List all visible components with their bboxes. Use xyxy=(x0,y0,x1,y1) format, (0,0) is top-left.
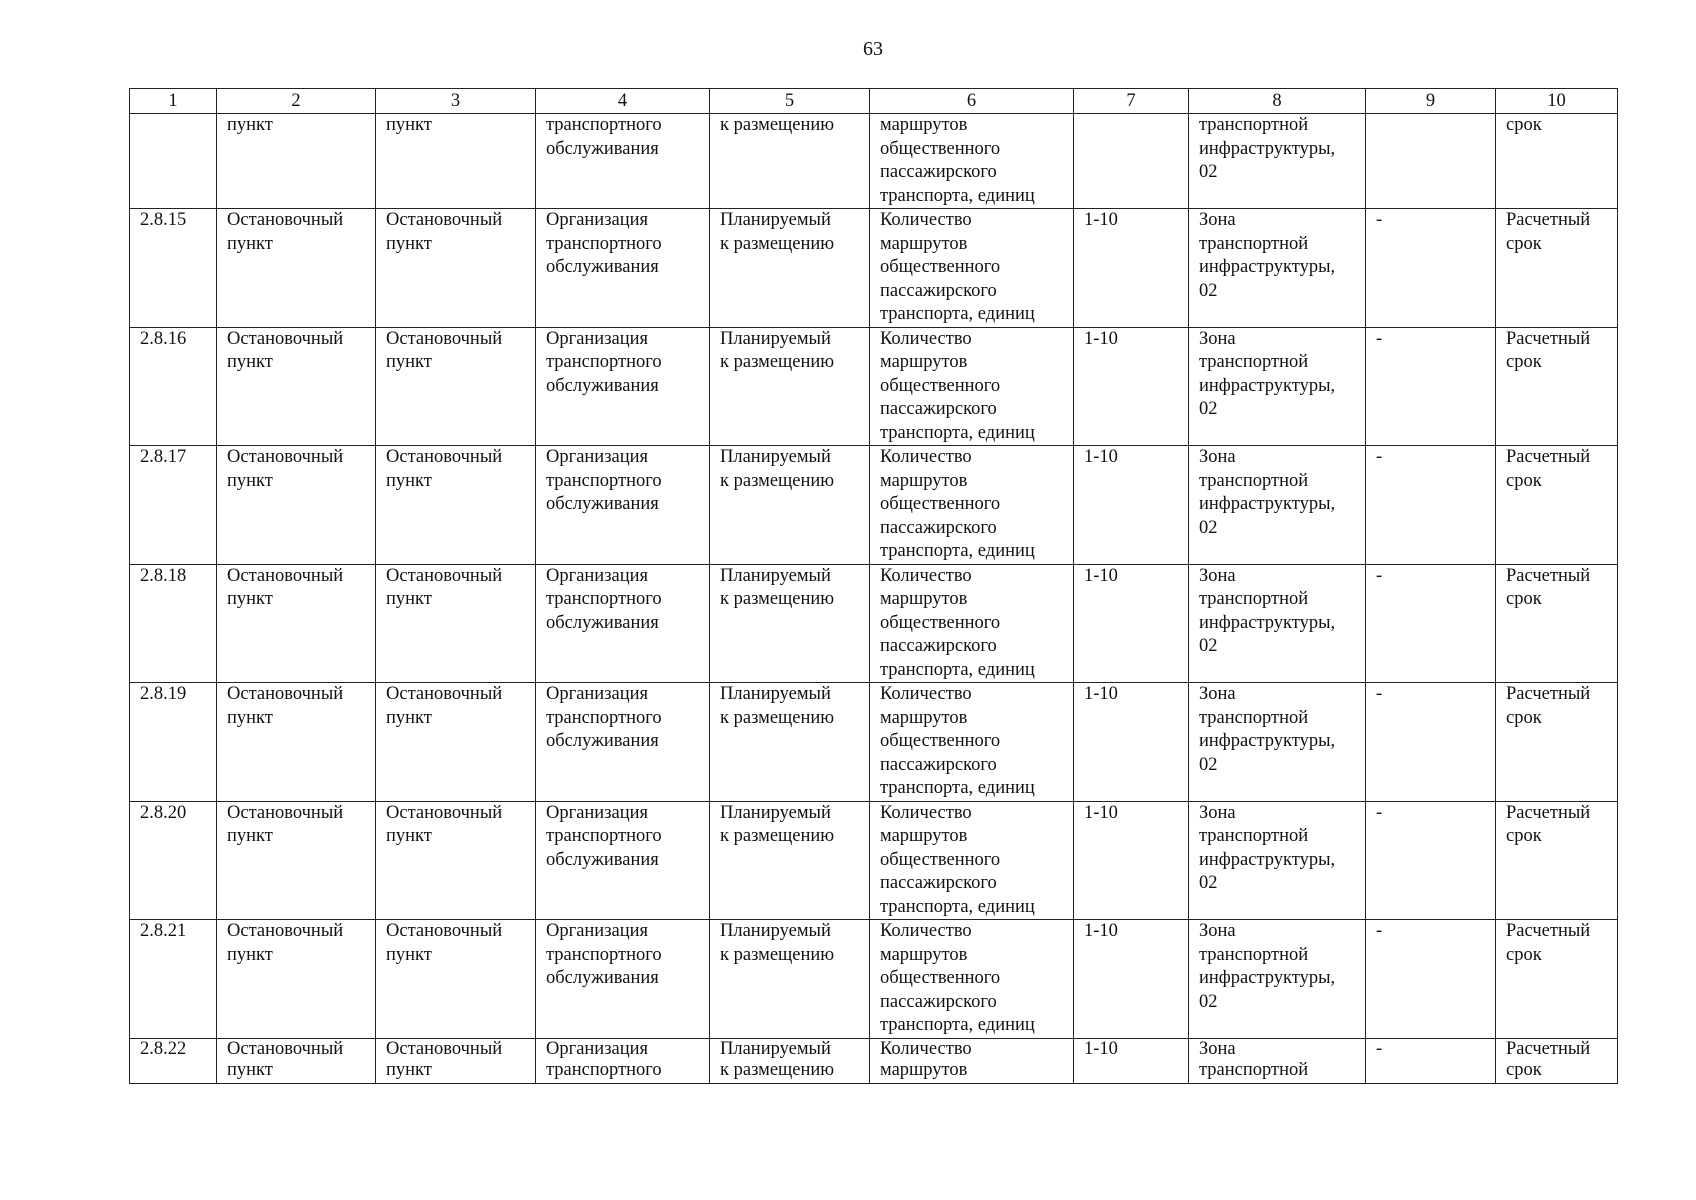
purpose-cell xyxy=(536,683,710,802)
value-cell xyxy=(1074,209,1189,328)
characteristic-cell xyxy=(870,920,1074,1039)
zone-cell-text: Зона транспортной xyxy=(1199,1038,1309,1080)
status-cell-text: Планируемый к размещению xyxy=(720,210,835,254)
table-row xyxy=(130,564,1618,683)
object-type-cell-text: Остановочный пункт xyxy=(227,447,344,491)
object-type-cell-text: пункт xyxy=(227,115,273,135)
status-cell-text: Планируемый к размещению xyxy=(720,802,835,846)
characteristic-cell-text: Количество маршрутов общественного пассажирского транспорта, единиц xyxy=(880,565,1035,680)
column-header: 6 xyxy=(870,89,1074,114)
term-cell-text: Расчетный срок xyxy=(1506,802,1591,846)
value-cell xyxy=(1074,801,1189,920)
status-cell xyxy=(710,327,870,446)
table-row xyxy=(130,446,1618,565)
purpose-cell-text: Организация транспортного обслуживания xyxy=(546,565,662,633)
object-name-cell xyxy=(376,1038,536,1083)
column-header: 3 xyxy=(376,89,536,114)
purpose-cell-text: Организация транспортного обслуживания xyxy=(546,210,662,277)
status-cell xyxy=(710,920,870,1039)
row-number-cell xyxy=(130,564,217,683)
purpose-cell xyxy=(536,446,710,565)
value-cell xyxy=(1074,564,1189,683)
purpose-cell xyxy=(536,209,710,328)
object-type-cell-text: Остановочный пункт xyxy=(227,921,344,965)
zone-cell xyxy=(1189,209,1366,328)
object-name-cell xyxy=(376,920,536,1039)
term-cell xyxy=(1496,209,1618,328)
characteristic-cell xyxy=(870,683,1074,802)
row-number-cell xyxy=(130,209,217,328)
column-9-cell-text: - xyxy=(1376,684,1383,704)
object-type-cell xyxy=(217,683,376,802)
zone-cell-text: Зона транспортной инфраструктуры, 02 xyxy=(1199,210,1336,301)
table-row xyxy=(130,209,1618,328)
table-body xyxy=(130,89,1618,1084)
characteristic-cell xyxy=(870,209,1074,328)
row-number-cell-text: 2.8.22 xyxy=(140,1038,187,1059)
purpose-cell xyxy=(536,114,710,209)
column-header: 5 xyxy=(710,89,870,114)
characteristic-cell xyxy=(870,564,1074,683)
column-9-cell-text: - xyxy=(1376,802,1383,823)
purpose-cell-text: Организация транспортного обслуживания xyxy=(546,921,662,988)
term-cell-text: Расчетный срок xyxy=(1506,328,1591,372)
zone-cell xyxy=(1189,327,1366,446)
column-9-cell xyxy=(1366,209,1496,328)
value-cell-text: 1-10 xyxy=(1084,565,1118,586)
object-name-cell-text: Остановочный пункт xyxy=(386,802,503,846)
row-number-cell-text: 2.8.18 xyxy=(140,565,187,586)
characteristic-cell-text: Количество маршрутов xyxy=(880,1038,972,1080)
object-name-cell-text: Остановочный пункт xyxy=(386,921,503,965)
status-cell xyxy=(710,564,870,683)
column-9-cell xyxy=(1366,446,1496,565)
column-header: 7 xyxy=(1074,89,1189,114)
row-number-cell-text: 2.8.16 xyxy=(140,328,187,349)
characteristic-cell-text: Количество маршрутов общественного пассажирского транспорта, единиц xyxy=(880,921,1035,1035)
status-cell-text: Планируемый к размещению xyxy=(720,921,835,965)
value-cell-text: 1-10 xyxy=(1084,210,1118,230)
zone-cell-text: Зона транспортной инфраструктуры, 02 xyxy=(1199,447,1336,538)
row-number-cell xyxy=(130,446,217,565)
purpose-cell-text: Организация транспортного xyxy=(546,1038,662,1080)
column-header: 4 xyxy=(536,89,710,114)
column-9-cell-text: - xyxy=(1376,210,1383,230)
object-name-cell xyxy=(376,327,536,446)
object-name-cell-text: Остановочный пункт xyxy=(386,1038,503,1080)
column-9-cell xyxy=(1366,1038,1496,1083)
zone-cell xyxy=(1189,801,1366,920)
zone-cell xyxy=(1189,114,1366,209)
row-number-cell-text: 2.8.15 xyxy=(140,210,187,230)
purpose-cell xyxy=(536,327,710,446)
status-cell xyxy=(710,114,870,209)
row-number-cell xyxy=(130,327,217,446)
value-cell xyxy=(1074,327,1189,446)
status-cell xyxy=(710,683,870,802)
zone-cell xyxy=(1189,1038,1366,1083)
column-number-row xyxy=(130,89,1618,114)
term-cell-text: Расчетный срок xyxy=(1506,565,1591,609)
zone-cell-text: Зона транспортной инфраструктуры, 02 xyxy=(1199,802,1336,893)
object-type-cell xyxy=(217,446,376,565)
column-9-cell xyxy=(1366,920,1496,1039)
object-name-cell-text: пункт xyxy=(386,115,432,135)
characteristic-cell xyxy=(870,114,1074,209)
zone-cell-text: транспортной инфраструктуры, 02 xyxy=(1199,115,1336,182)
object-type-cell-text: Остановочный пункт xyxy=(227,210,344,254)
characteristic-cell-text: Количество маршрутов общественного пассажирского транспорта, единиц xyxy=(880,328,1035,443)
status-cell-text: Планируемый к размещению xyxy=(720,565,835,609)
value-cell xyxy=(1074,683,1189,802)
status-cell-text: Планируемый к размещению xyxy=(720,1038,835,1080)
row-number-cell-text: 2.8.17 xyxy=(140,447,187,467)
status-cell-text: Планируемый к размещению xyxy=(720,328,835,372)
object-type-cell xyxy=(217,114,376,209)
zone-cell xyxy=(1189,683,1366,802)
object-type-cell-text: Остановочный пункт xyxy=(227,1038,344,1080)
characteristic-cell-text: Количество маршрутов общественного пассажирского транспорта, единиц xyxy=(880,802,1035,917)
term-cell xyxy=(1496,920,1618,1039)
table-row xyxy=(130,683,1618,802)
purpose-cell-text: Организация транспортного обслуживания xyxy=(546,684,662,751)
zone-cell xyxy=(1189,446,1366,565)
object-name-cell xyxy=(376,209,536,328)
table-row xyxy=(130,920,1618,1039)
zone-cell-text: Зона транспортной инфраструктуры, 02 xyxy=(1199,328,1336,419)
purpose-cell-text: транспортного обслуживания xyxy=(546,115,662,159)
purpose-cell-text: Организация транспортного обслуживания xyxy=(546,802,662,870)
object-type-cell-text: Остановочный пункт xyxy=(227,565,344,609)
value-cell xyxy=(1074,114,1189,209)
value-cell xyxy=(1074,446,1189,565)
planning-table xyxy=(129,88,1618,1084)
characteristic-cell xyxy=(870,446,1074,565)
status-cell-text: к размещению xyxy=(720,115,835,135)
object-type-cell-text: Остановочный пункт xyxy=(227,802,344,846)
object-type-cell-text: Остановочный пункт xyxy=(227,684,344,728)
term-cell-text: Расчетный срок xyxy=(1506,1038,1591,1080)
row-number-cell-text: 2.8.21 xyxy=(140,921,187,941)
status-cell xyxy=(710,801,870,920)
table-row xyxy=(130,114,1618,209)
zone-cell-text: Зона транспортной инфраструктуры, 02 xyxy=(1199,684,1336,775)
column-header: 9 xyxy=(1366,89,1496,114)
column-9-cell xyxy=(1366,327,1496,446)
term-cell xyxy=(1496,801,1618,920)
purpose-cell-text: Организация транспортного обслуживания xyxy=(546,447,662,514)
purpose-cell xyxy=(536,1038,710,1083)
row-number-cell-text: 2.8.20 xyxy=(140,802,187,823)
value-cell-text: 1-10 xyxy=(1084,328,1118,349)
column-9-cell xyxy=(1366,564,1496,683)
term-cell xyxy=(1496,683,1618,802)
object-name-cell-text: Остановочный пункт xyxy=(386,565,503,609)
zone-cell xyxy=(1189,564,1366,683)
column-9-cell-text: - xyxy=(1376,328,1383,349)
page-number: 63 xyxy=(863,38,883,60)
purpose-cell-text: Организация транспортного обслуживания xyxy=(546,328,662,396)
row-number-cell xyxy=(130,683,217,802)
object-name-cell xyxy=(376,446,536,565)
row-number-cell xyxy=(130,920,217,1039)
object-type-cell xyxy=(217,801,376,920)
column-header: 1 xyxy=(130,89,217,114)
column-9-cell-text: - xyxy=(1376,565,1383,586)
characteristic-cell xyxy=(870,1038,1074,1083)
zone-cell-text: Зона транспортной инфраструктуры, 02 xyxy=(1199,565,1336,656)
status-cell xyxy=(710,1038,870,1083)
term-cell xyxy=(1496,564,1618,683)
column-9-cell-text: - xyxy=(1376,1038,1383,1059)
zone-cell xyxy=(1189,920,1366,1039)
term-cell-text: срок xyxy=(1506,115,1542,135)
value-cell-text: 1-10 xyxy=(1084,1038,1118,1059)
row-number-cell xyxy=(130,801,217,920)
object-name-cell-text: Остановочный пункт xyxy=(386,684,503,728)
characteristic-cell-text: маршрутов общественного пассажирского транспорта, единиц xyxy=(880,115,1035,206)
characteristic-cell xyxy=(870,327,1074,446)
table-row xyxy=(130,327,1618,446)
term-cell xyxy=(1496,446,1618,565)
characteristic-cell xyxy=(870,801,1074,920)
characteristic-cell-text: Количество маршрутов общественного пассажирского транспорта, единиц xyxy=(880,447,1035,561)
object-name-cell xyxy=(376,114,536,209)
object-name-cell-text: Остановочный пункт xyxy=(386,447,503,491)
status-cell-text: Планируемый к размещению xyxy=(720,447,835,491)
column-9-cell xyxy=(1366,114,1496,209)
status-cell-text: Планируемый к размещению xyxy=(720,684,835,728)
row-number-cell xyxy=(130,114,217,209)
value-cell xyxy=(1074,1038,1189,1083)
column-9-cell-text: - xyxy=(1376,447,1383,467)
value-cell-text: 1-10 xyxy=(1084,921,1118,941)
term-cell-text: Расчетный срок xyxy=(1506,921,1591,965)
object-type-cell xyxy=(217,564,376,683)
column-header: 10 xyxy=(1496,89,1618,114)
object-name-cell xyxy=(376,683,536,802)
term-cell xyxy=(1496,1038,1618,1083)
object-type-cell xyxy=(217,1038,376,1083)
column-9-cell-text: - xyxy=(1376,921,1383,941)
term-cell xyxy=(1496,327,1618,446)
object-type-cell-text: Остановочный пункт xyxy=(227,328,344,372)
term-cell xyxy=(1496,114,1618,209)
value-cell-text: 1-10 xyxy=(1084,802,1118,823)
value-cell-text: 1-10 xyxy=(1084,684,1118,704)
purpose-cell xyxy=(536,920,710,1039)
purpose-cell xyxy=(536,564,710,683)
value-cell xyxy=(1074,920,1189,1039)
object-name-cell xyxy=(376,564,536,683)
value-cell-text: 1-10 xyxy=(1084,447,1118,467)
table-row xyxy=(130,801,1618,920)
column-9-cell xyxy=(1366,683,1496,802)
term-cell-text: Расчетный срок xyxy=(1506,447,1591,491)
object-name-cell-text: Остановочный пункт xyxy=(386,210,503,254)
object-type-cell xyxy=(217,327,376,446)
characteristic-cell-text: Количество маршрутов общественного пассажирского транспорта, единиц xyxy=(880,684,1035,798)
object-type-cell xyxy=(217,920,376,1039)
table-row xyxy=(130,1038,1618,1083)
zone-cell-text: Зона транспортной инфраструктуры, 02 xyxy=(1199,921,1336,1012)
column-header: 8 xyxy=(1189,89,1366,114)
characteristic-cell-text: Количество маршрутов общественного пассажирского транспорта, единиц xyxy=(880,210,1035,324)
object-name-cell xyxy=(376,801,536,920)
object-name-cell-text: Остановочный пункт xyxy=(386,328,503,372)
status-cell xyxy=(710,209,870,328)
row-number-cell xyxy=(130,1038,217,1083)
status-cell xyxy=(710,446,870,565)
object-type-cell xyxy=(217,209,376,328)
column-header: 2 xyxy=(217,89,376,114)
term-cell-text: Расчетный срок xyxy=(1506,684,1591,728)
row-number-cell-text: 2.8.19 xyxy=(140,684,187,704)
column-9-cell xyxy=(1366,801,1496,920)
purpose-cell xyxy=(536,801,710,920)
term-cell-text: Расчетный срок xyxy=(1506,210,1591,254)
